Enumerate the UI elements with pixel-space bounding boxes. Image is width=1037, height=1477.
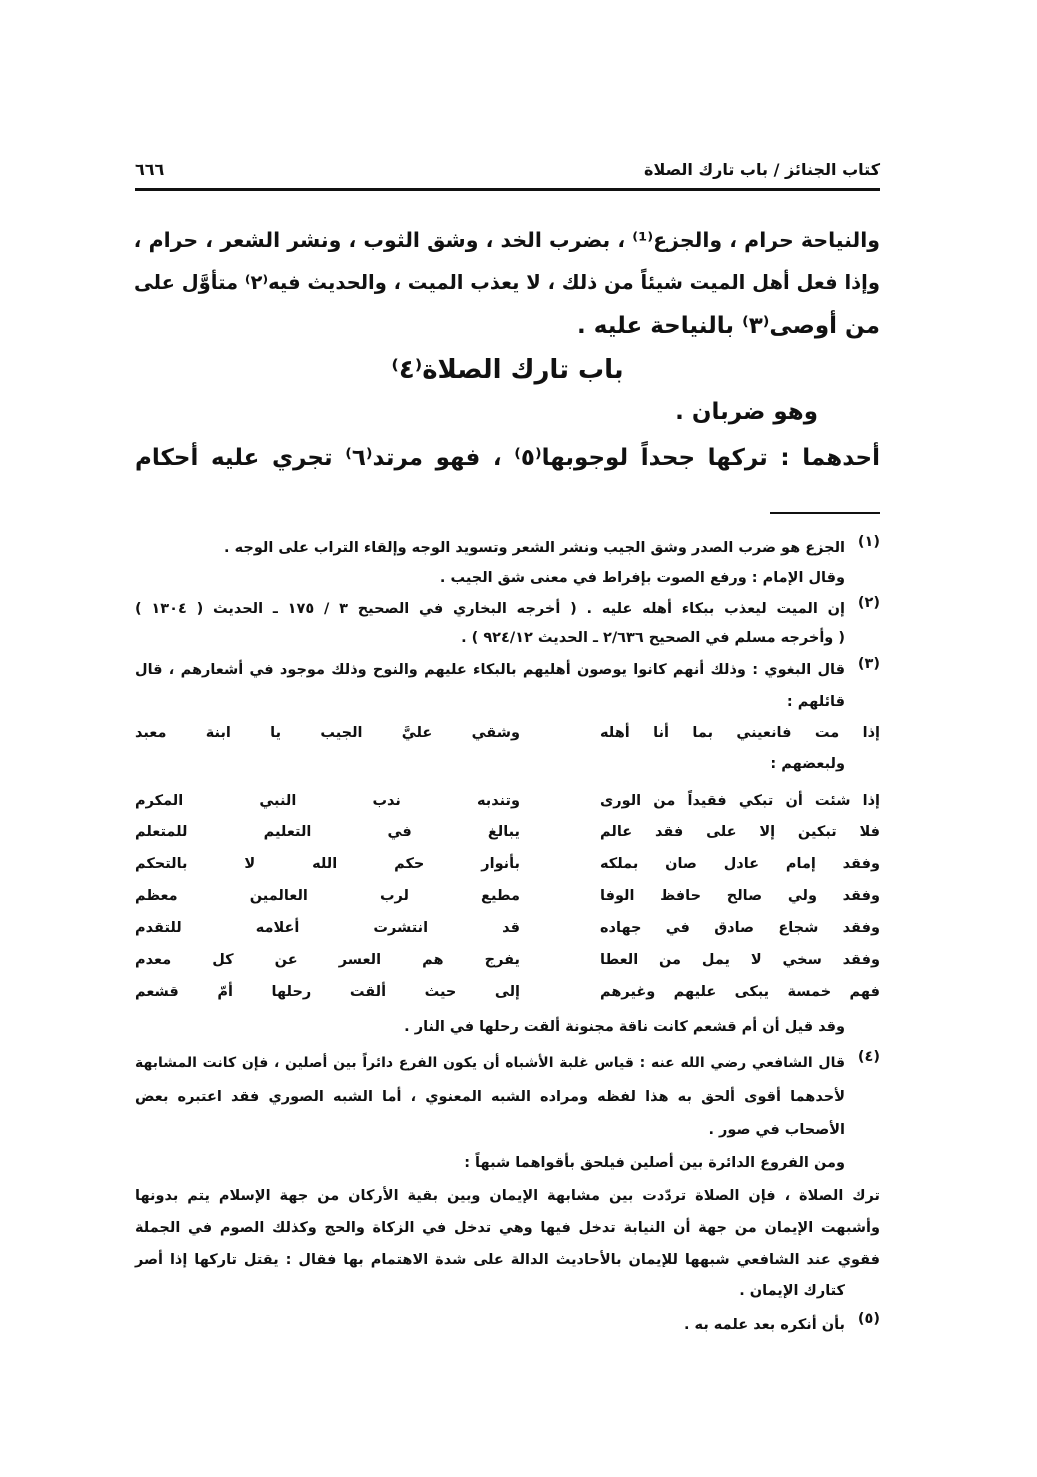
footnote-line: كتارك الإيمان . xyxy=(739,1283,845,1299)
verse-hemistich-right: وفقد ولي صالح حافظ الوفا xyxy=(600,888,880,904)
footnote-line: لأحدهما أقوى ألحق به هذا لفظه ومراده الشبه المعنوي ، أما الشبه الصوري فقد اعتبره بعض xyxy=(135,1089,845,1105)
footnote-number: (٣) xyxy=(857,656,880,672)
footnote-rule xyxy=(770,512,880,514)
verse-hemistich-right: وفقد إمام عادل صان بملكه xyxy=(600,856,880,872)
footnote-line: الأصحاب في صور . xyxy=(708,1122,845,1138)
main-text-line: وهو ضربان . xyxy=(675,399,818,425)
footnote-line: إن الميت ليعذب ببكاء أهله عليه . ( أخرجه البخاري في الصحيح ٣ / ١٧٥ ـ الحديث ( ١٣٠٤ ) xyxy=(135,601,845,617)
main-text-line: من أوصى⁽٣⁾ بالنياحة عليه . xyxy=(577,313,880,339)
verse-hemistich-right: وفقد شجاع صادق في جهاده xyxy=(600,920,880,936)
verse-hemistich-right: إذا مت فانعيني بما أنا أهله xyxy=(600,725,880,741)
verse-hemistich-left: يبالغ في التعليم للمتعلم xyxy=(135,824,520,840)
footnote-line: الجزع هو ضرب الصدر وشق الجيب ونشر الشعر وتسويد الوجه وإلقاء التراب على الوجه . xyxy=(224,540,845,556)
verse-hemistich-left: بأنوار حكم الله لا بالتحكم xyxy=(135,856,520,872)
verse-hemistich-left: وشقي عليَّ الجيب يا ابنة معبد xyxy=(135,725,520,741)
footnote-line: ولبعضهم : xyxy=(770,756,845,772)
verse-hemistich-right: فهم خمسة يبكى عليهم وغيرهم xyxy=(600,984,880,1000)
verse-hemistich-left: يفرج هم العسر عن كل معدم xyxy=(135,952,520,968)
footnote-number: (٢) xyxy=(857,595,880,611)
footnote-number: (٥) xyxy=(857,1311,880,1327)
footnote-line: فقوي عند الشافعي شبهها للإيمان بالأحاديث الدالة على شدة الاهتمام بها فقال : يقتل تاركها إذا أصر xyxy=(135,1252,880,1268)
footnote-number: (١) xyxy=(857,534,880,550)
verse-hemistich-right: إذا شئت أن تبكي فقيداً من الورى xyxy=(600,793,880,809)
footnote-line: ومن الفروع الدائرة بين أصلين فيلحق بأقواهما شبهاً : xyxy=(464,1155,845,1171)
footnote-line: وقال الإمام : ورفع الصوت بإفراط في معنى شق الجيب . xyxy=(439,570,845,586)
footnote-line: قال الشافعي رضي الله عنه : قياس غلبة الأشباه أن يكون الفرع دائراً بين أصلين ، فإن كانت المشابهة xyxy=(135,1055,845,1071)
footnote-line: وقد قيل أن أم قشعم كانت ناقة مجنونة ألقت رحلها في النار . xyxy=(404,1019,845,1035)
footnote-line: قال البغوي : وذلك أنهم كانوا يوصون أهليهم بالبكاء عليهم والنوح وذلك موجود في أشعارهم ، قال xyxy=(135,662,845,678)
chapter-heading: باب تارك الصلاة⁽٤⁾ xyxy=(391,355,624,385)
footnote-line: ( وأخرجه مسلم في الصحيح ٢/٦٣٦ ـ الحديث ٩٢٤/١٢ ) . xyxy=(461,630,845,646)
footnote-line: قائلهم : xyxy=(786,694,845,710)
main-text-line: أحدهما : تركها جحداً لوجوبها⁽٥⁾ ، فهو مرتد⁽٦⁾ تجري عليه أحكام xyxy=(135,445,881,471)
main-text-line: وإذا فعل أهل الميت شيئاً من ذلك ، لا يعذب الميت ، والحديث فيه⁽٢⁾ متأوَّل على xyxy=(133,271,880,294)
verse-hemistich-right: فلا تبكين إلا على فقد عالم xyxy=(600,824,880,840)
footnote-line: ترك الصلاة ، فإن الصلاة تردّدت بين مشابهة الإيمان وبين بقية الأركان من جهة الإسلام يتم بدونها xyxy=(135,1188,880,1204)
verse-hemistich-left: إلى حيث ألقت رحلها أمّ قشعم xyxy=(135,984,520,1000)
footnote-number: (٤) xyxy=(857,1049,880,1065)
verse-hemistich-left: مطيع لرب العالمين معظم xyxy=(135,888,520,904)
footnote-line: وأشبهت الإيمان من جهة أن النيابة تدخل فيها وهي تدخل في الزكاة والحج وكذلك الصوم في الجملة xyxy=(135,1220,880,1236)
footnote-line: بأن أنكره بعد علمه به . xyxy=(683,1317,845,1333)
page-number: ٦٦٦ xyxy=(135,160,165,179)
main-text-line: والنياحة حرام ، والجزع⁽¹⁾ ، بضرب الخد ، وشق الثوب ، ونشر الشعر ، حرام ، xyxy=(133,228,880,252)
header-rule xyxy=(135,188,880,191)
running-header-title: كتاب الجنائز / باب تارك الصلاة xyxy=(644,160,880,179)
verse-hemistich-right: وفقد سخي لا يمل من العطا xyxy=(600,952,880,968)
verse-hemistich-left: قد انتشرت أعلامه للتقدم xyxy=(135,920,520,936)
verse-hemistich-left: وتندبه ندب النبي المكرم xyxy=(135,793,520,809)
